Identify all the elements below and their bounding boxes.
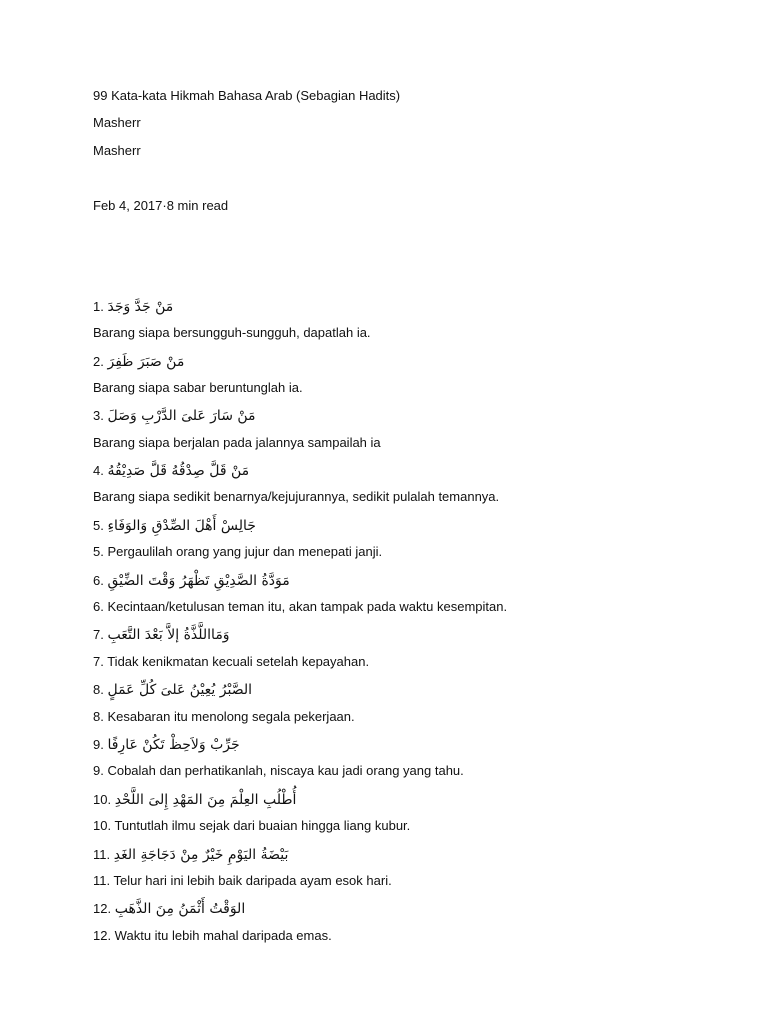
proverb-arabic-text: مَنْ جَدَّ وَجَدَ <box>107 298 174 315</box>
proverb-meaning: 12. Waktu itu lebih mahal daripada emas. <box>93 927 332 943</box>
proverb-number: 12. <box>93 901 112 917</box>
proverb-arabic-text: مَوَدَّةُ الصَّدِيْقِ تَظْهَرُ وَقْتَ الضِّيْقِ <box>107 572 290 589</box>
proverb-arabic-line <box>93 625 713 652</box>
proverb-meaning: Barang siapa sedikit benarnya/kejujurannya, sedikit pulalah temannya. <box>93 489 500 505</box>
proverb-meaning: 6. Kecintaan/ketulusan teman itu, akan tampak pada waktu kesempitan. <box>93 599 508 615</box>
proverb-arabic-text: جَرِّبْ وَلاَحِظْ تَكُنْ عَارِفًا <box>107 737 240 753</box>
document-page <box>93 87 713 954</box>
proverb-number: 4. <box>93 463 104 479</box>
proverb-meaning: 7. Tidak kenikmatan kecuali setelah kepayahan. <box>93 653 370 669</box>
proverb-arabic-line <box>93 406 713 433</box>
proverb-arabic-line <box>93 297 713 324</box>
proverb-number: 3. <box>93 408 104 424</box>
proverb-arabic-line <box>93 790 713 817</box>
proverb-arabic-line <box>93 571 713 598</box>
proverb-meaning: 10. Tuntutlah ilmu sejak dari buaian hingga liang kubur. <box>93 818 411 834</box>
proverb-meaning: 11. Telur hari ini lebih baik daripada ayam esok hari. <box>93 872 392 888</box>
proverb-list <box>93 297 713 954</box>
proverb-arabic-text: الصَّبْرُ يُعِيْنُ عَلىَ كُلِّ عَمَلٍ <box>107 682 253 699</box>
proverb-number: 6. <box>93 572 104 588</box>
proverb-arabic-text: وَمَااللَّذَّةُ إلاَّ بَعْدَ التَّعَبِ <box>107 627 230 644</box>
publish-date-read-time: Feb 4, 2017·8 min read <box>93 197 229 213</box>
proverb-arabic-line <box>93 352 713 379</box>
proverb-arabic-text: مَنْ سَارَ عَلىَ الدَّرْبِ وَصَلَ <box>107 408 256 425</box>
proverb-arabic-line <box>93 899 713 926</box>
proverb-number: 8. <box>93 682 104 698</box>
proverb-meaning: 8. Kesabaran itu menolong segala pekerjaan. <box>93 708 355 724</box>
proverb-meaning: 5. Pergaulilah orang yang jujur dan menepati janji. <box>93 544 383 560</box>
proverb-number: 11. <box>93 846 111 862</box>
proverb-meaning: Barang siapa sabar beruntunglah ia. <box>93 379 303 395</box>
proverb-arabic-text: الوَقْتُ أَثْمَنُ مِنَ الذَّهَبِ <box>114 901 246 918</box>
proverb-number: 7. <box>93 627 104 643</box>
proverb-meaning: Barang siapa berjalan pada jalannya sampailah ia <box>93 434 381 450</box>
proverb-arabic-line <box>93 516 713 543</box>
proverb-number: 10. <box>93 791 112 807</box>
proverb-arabic-text: جَالِسْ أَهْلَ الصِّدْقِ وَالوَفَاءِ <box>107 517 256 534</box>
proverb-meaning: 9. Cobalah dan perhatikanlah, niscaya kau jadi orang yang tahu. <box>93 763 464 779</box>
proverb-arabic-line <box>93 680 713 707</box>
proverb-number: 5. <box>93 517 104 533</box>
proverb-arabic-text: أُطْلُبِ العِلْمَ مِنَ المَهْدِ إِلىَ اللَّحْدِ <box>114 791 297 808</box>
author-name-repeat[interactable]: Masherr <box>93 142 141 158</box>
author-name[interactable]: Masherr <box>93 115 141 131</box>
proverb-arabic-text: مَنْ قَلَّ صِدْقُهُ قَلَّ صَدِيْقُهُ <box>107 463 250 480</box>
proverb-meaning: Barang siapa bersungguh-sungguh, dapatlah ia. <box>93 325 371 341</box>
proverb-number: 1. <box>93 298 104 314</box>
document-title: 99 Kata-kata Hikmah Bahasa Arab (Sebagian Hadits) <box>93 88 401 103</box>
proverb-arabic-text: بَيْضَةُ اليَوْمِ خَيْرٌ مِنْ دَجَاجَةِ الغَدِ <box>113 846 289 863</box>
proverb-number: 9. <box>93 737 104 752</box>
proverb-arabic-line <box>93 845 713 872</box>
proverb-arabic-text: مَنْ صَبَرَ ظَفِرَ <box>107 353 185 370</box>
proverb-number: 2. <box>93 353 104 369</box>
proverb-arabic-line <box>93 735 713 762</box>
proverb-arabic-line <box>93 461 713 488</box>
